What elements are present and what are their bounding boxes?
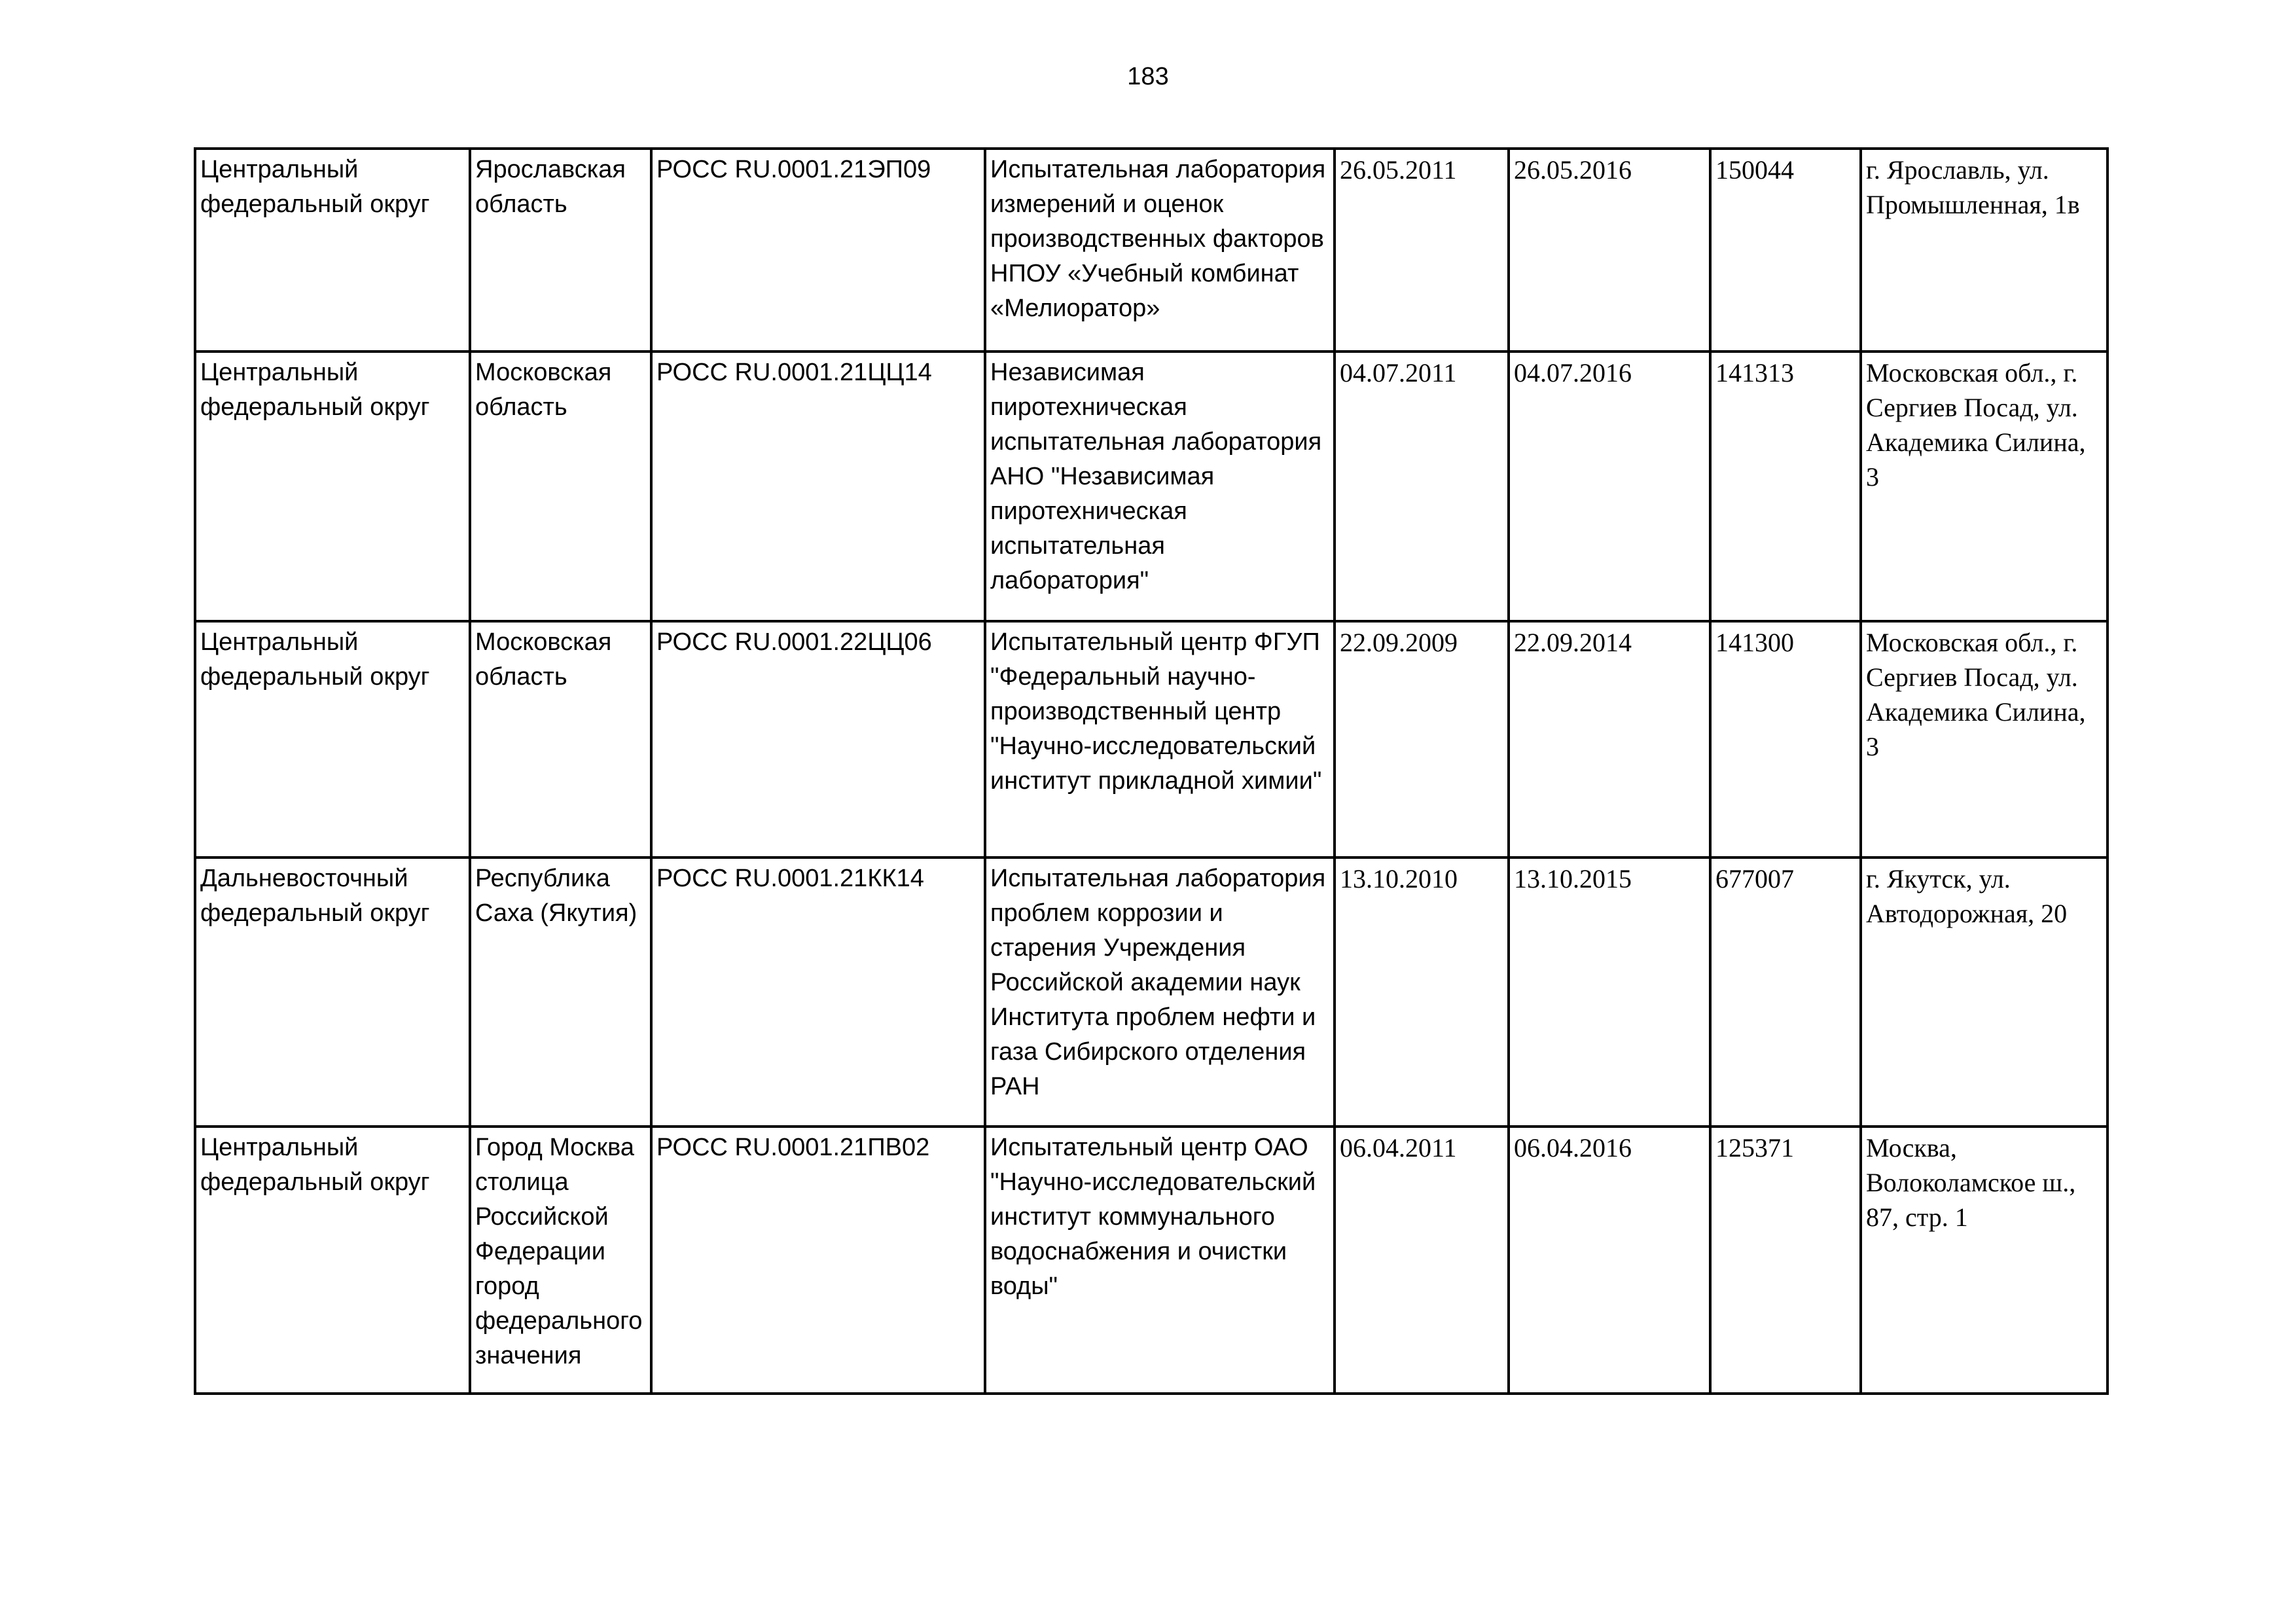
address-cell: г. Якутск, ул. Автодорожная, 20 <box>1861 857 2108 1127</box>
table-row <box>195 621 2108 857</box>
table-row <box>195 149 2108 352</box>
certificate-code-cell: РОСС RU.0001.22ЦЦ06 <box>651 621 985 857</box>
region-cell-text: Город Москва столица Российской Федерации город федерального значения <box>475 1134 643 1369</box>
postal-index-cell: 677007 <box>1710 857 1861 1127</box>
date-from-cell: 04.07.2011 <box>1335 352 1509 621</box>
date-to-cell: 04.07.2016 <box>1509 352 1710 621</box>
organization-name-cell: Испытательный центр ФГУП "Федеральный научно-производственный центр "Научно-исследовательский институт прикладной химии" <box>985 621 1335 857</box>
region-cell: Московская область <box>470 621 651 857</box>
date-from-cell: 13.10.2010 <box>1335 857 1509 1127</box>
organization-name-cell: Испытательная лаборатория проблем коррозии и старения Учреждения Российской академии наук Института проблем нефти и газа Сибирского отделения РАН <box>985 857 1335 1127</box>
region-cell: Республика Саха (Якутия) <box>470 857 651 1127</box>
organization-name-cell: Испытательный центр ОАО "Научно-исследовательский институт коммунального водоснабжения и очистки воды" <box>985 1127 1335 1394</box>
region-cell: Ярославская область <box>470 149 651 352</box>
date-from-cell: 26.05.2011 <box>1335 149 1509 352</box>
table-row <box>195 1127 2108 1394</box>
date-to-cell: 13.10.2015 <box>1509 857 1710 1127</box>
address-cell: Московская обл., г. Сергиев Посад, ул. Академика Силина, 3 <box>1861 621 2108 857</box>
organization-name-cell: Независимая пиротехническая испытательная лаборатория АНО "Независимая пиротехническая испытательная лаборатория" <box>985 352 1335 621</box>
region-cell: Московская область <box>470 352 651 621</box>
certificate-code-cell: РОСС RU.0001.21КК14 <box>651 857 985 1127</box>
registry-table <box>194 147 2109 1395</box>
date-to-cell: 22.09.2014 <box>1509 621 1710 857</box>
postal-index-cell: 141300 <box>1710 621 1861 857</box>
district-cell: Центральный федеральный округ <box>195 621 470 857</box>
region-cell <box>470 1127 651 1394</box>
date-to-cell: 06.04.2016 <box>1509 1127 1710 1394</box>
postal-index-cell: 125371 <box>1710 1127 1861 1394</box>
date-from-cell: 06.04.2011 <box>1335 1127 1509 1394</box>
district-cell: Дальневосточный федеральный округ <box>195 857 470 1127</box>
certificate-code-cell: РОСС RU.0001.21ПВ02 <box>651 1127 985 1394</box>
certificate-code-cell: РОСС RU.0001.21ЭП09 <box>651 149 985 352</box>
table-row <box>195 857 2108 1127</box>
address-cell: г. Ярославль, ул. Промышленная, 1в <box>1861 149 2108 352</box>
postal-index-cell: 150044 <box>1710 149 1861 352</box>
certificate-code-cell: РОСС RU.0001.21ЦЦ14 <box>651 352 985 621</box>
table-row <box>195 352 2108 621</box>
postal-index-cell: 141313 <box>1710 352 1861 621</box>
date-from-cell: 22.09.2009 <box>1335 621 1509 857</box>
page-number: 183 <box>1127 63 1169 90</box>
district-cell: Центральный федеральный округ <box>195 352 470 621</box>
organization-name-cell: Испытательная лаборатория измерений и оценок производственных факторов НПОУ «Учебный комбинат «Мелиоратор» <box>985 149 1335 352</box>
address-cell: Москва, Волоколамское ш., 87, стр. 1 <box>1861 1127 2108 1394</box>
date-to-cell: 26.05.2016 <box>1509 149 1710 352</box>
district-cell: Центральный федеральный округ <box>195 149 470 352</box>
district-cell: Центральный федеральный округ <box>195 1127 470 1394</box>
address-cell: Московская обл., г. Сергиев Посад, ул. Академика Силина, 3 <box>1861 352 2108 621</box>
